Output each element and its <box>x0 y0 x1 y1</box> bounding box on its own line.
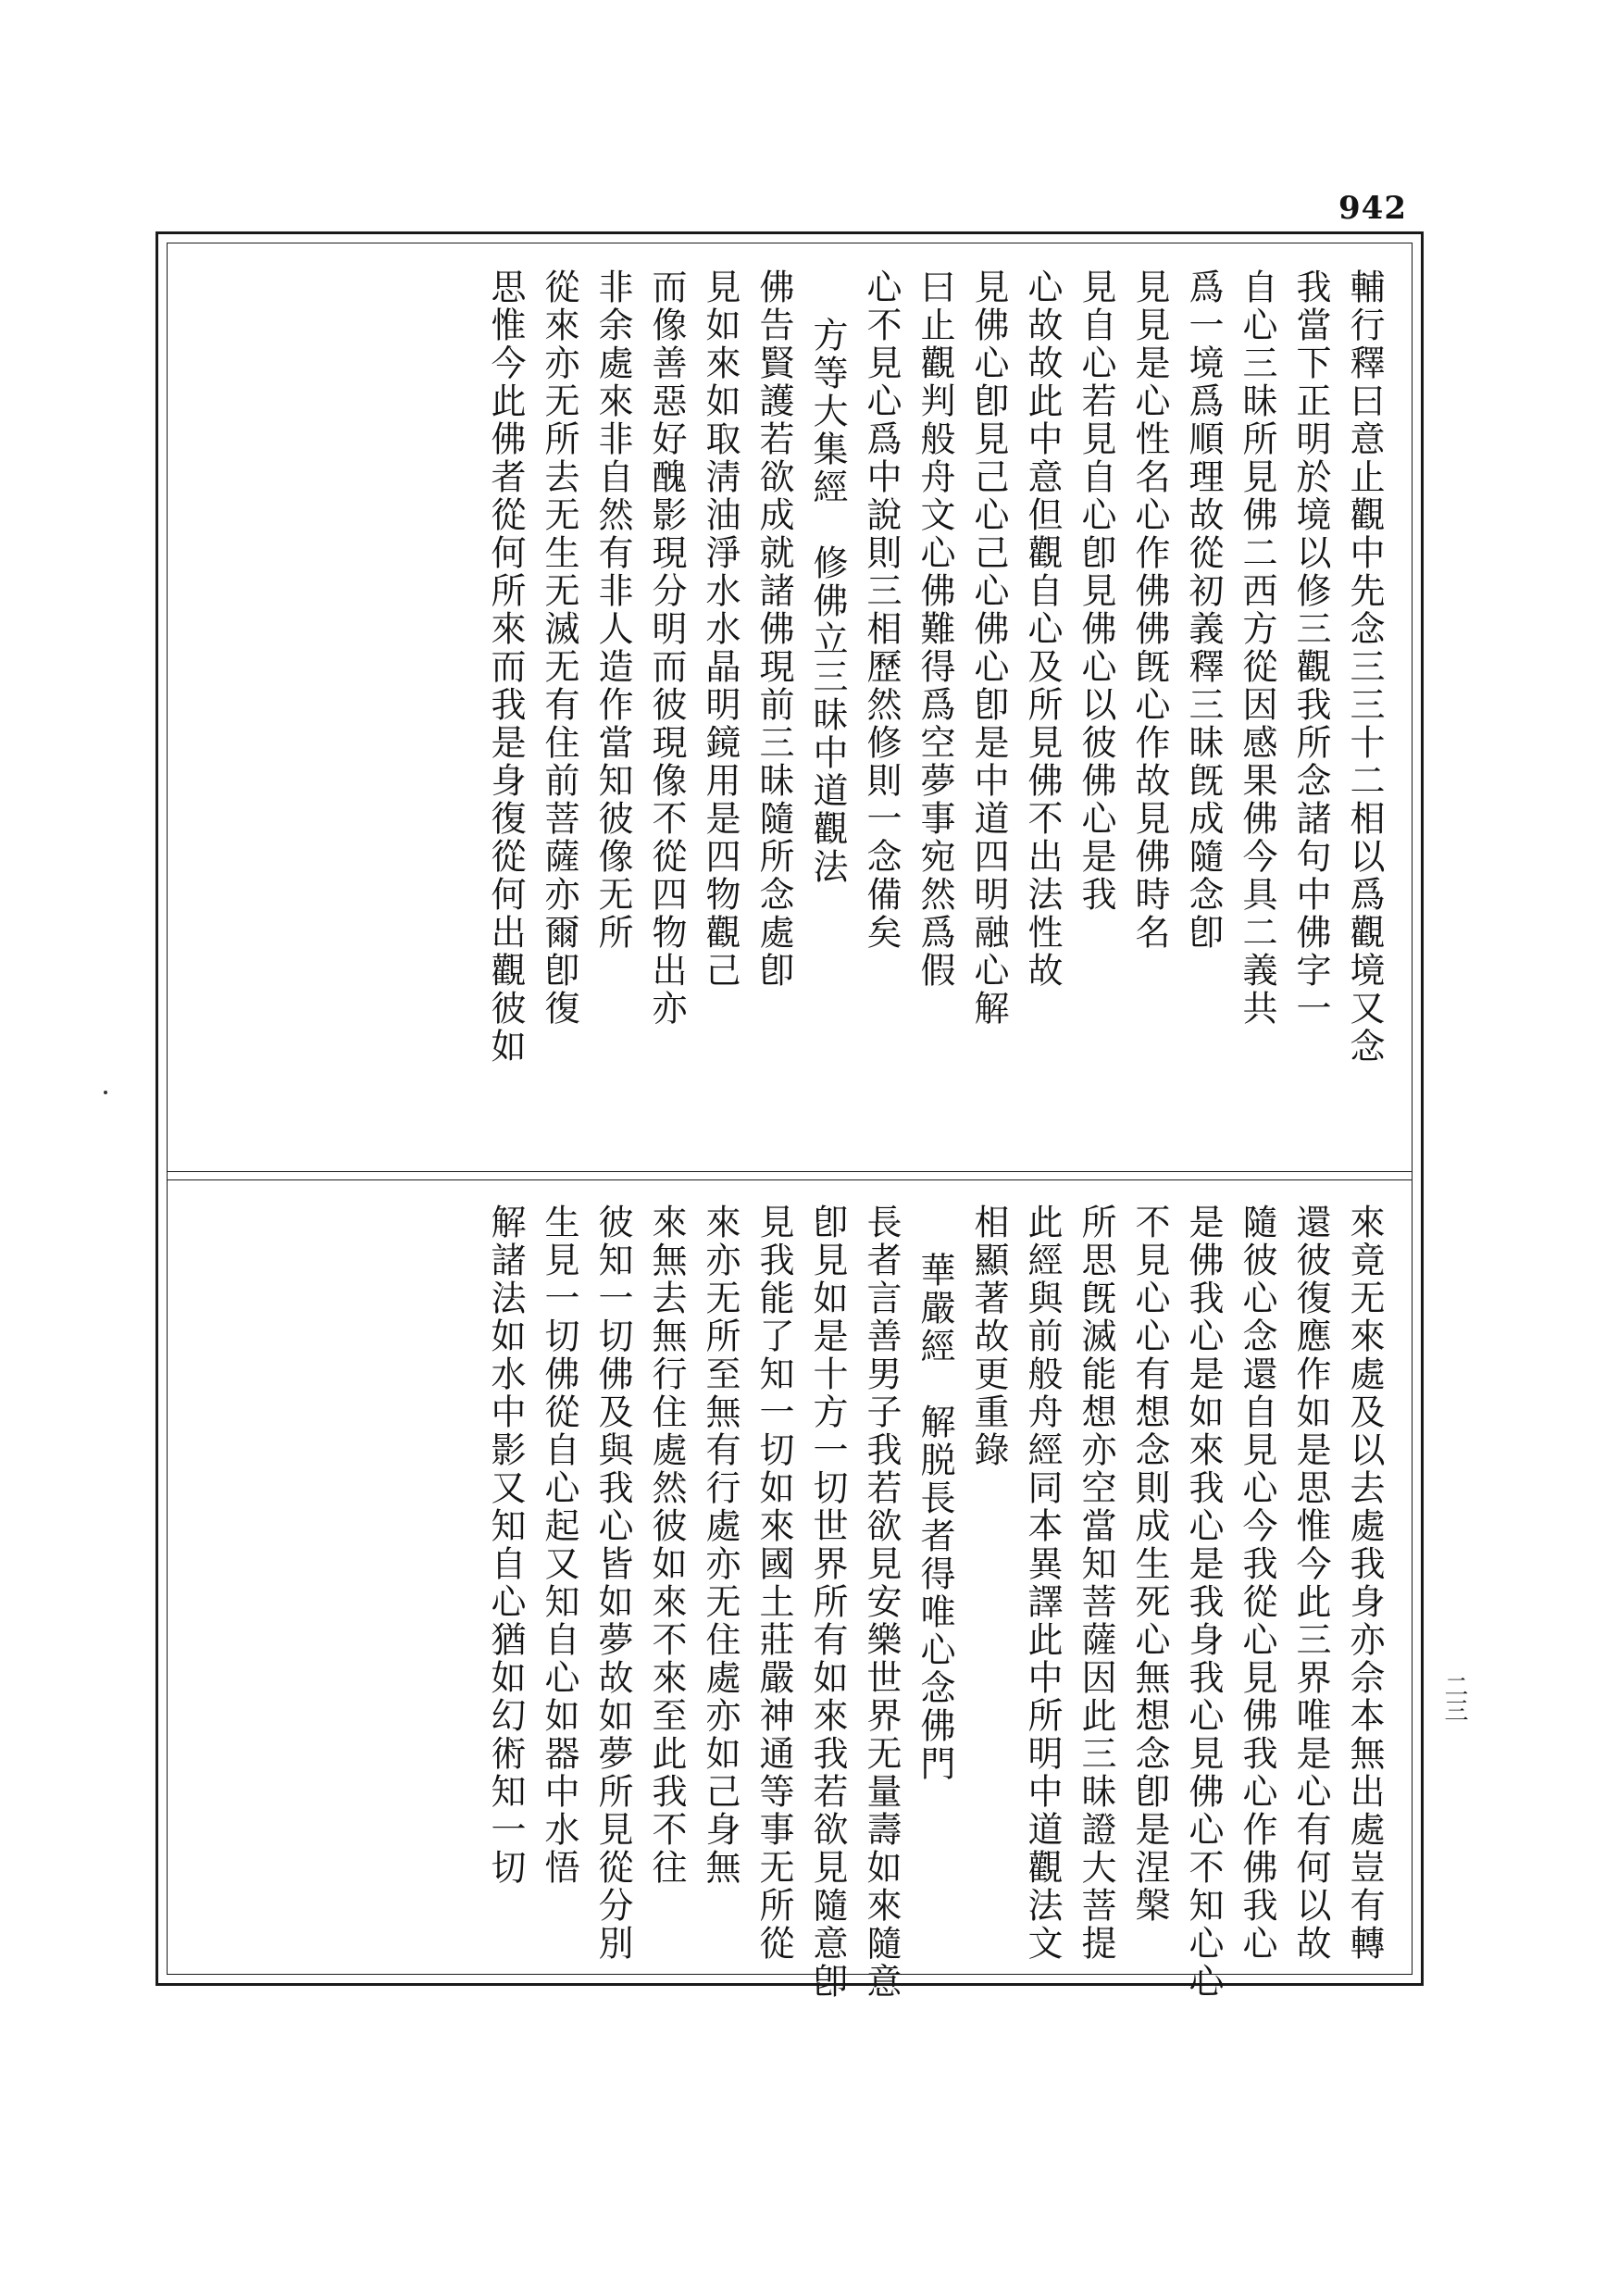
section-heading-column: 方等大集經 修佛立三昧中道觀法 <box>807 317 848 886</box>
margin-page-number-text: 二三 <box>1440 1674 1468 1722</box>
text-column: 長者言善男子我若欲見安樂世界无量壽如來隨意 <box>861 1204 902 2001</box>
section-heading-column: 華嚴經 解脱長者得唯心念佛門 <box>915 1252 955 1783</box>
text-column: 解諸法如水中影又知自心猶如幻術知一切 <box>485 1204 526 1887</box>
text-column: 此經與前般舟經同本異譯此中所明中道觀法文 <box>1022 1204 1063 1963</box>
text-column: 彼知一切佛及與我心皆如夢故如夢所見從分別 <box>592 1204 633 1963</box>
text-column: 隨彼心念還自見心今我從心見佛我心作佛我心 <box>1237 1204 1277 1963</box>
page-number: 942 <box>1338 190 1407 227</box>
text-column: 輔行釋曰意止觀中先念三三十二相以爲觀境又念 <box>1344 268 1385 1066</box>
text-column: 而像善惡好醜影現分明而彼現像不從四物出亦 <box>646 268 687 1028</box>
speck-mark <box>104 1091 107 1094</box>
text-column: 卽見如是十方一切世界所有如來我若欲見隨意卽 <box>807 1204 848 2001</box>
text-column: 見如來如取淸油淨水水晶明鏡用是四物觀己 <box>700 268 741 990</box>
text-column: 所思旣滅能想亦空當知菩薩因此三昧證大菩提 <box>1076 1204 1116 1963</box>
text-column: 佛告賢護若欲成就諸佛現前三昧隨所念處卽 <box>753 268 794 990</box>
text-column: 見見是心性名心作佛佛旣心作故見佛時名 <box>1129 268 1170 952</box>
section-divider <box>167 1171 1413 1172</box>
margin-page-number <box>1440 1674 1468 1728</box>
text-column: 曰止觀判般舟文心佛難得爲空夢事宛然爲假 <box>915 268 955 990</box>
text-column: 我當下正明於境以修三觀我所念諸句中佛字一 <box>1290 268 1331 1028</box>
text-column: 不見心心有想念則成生死心無想念卽是涅槃 <box>1129 1204 1170 1925</box>
text-column: 來亦无所至無有行處亦无住處亦如己身無 <box>700 1204 741 1887</box>
lower-text-block <box>211 1204 1387 2001</box>
text-column: 非余處來非自然有非人造作當知彼像无所 <box>592 268 633 952</box>
text-column: 來無去無行住處然彼如來不來至此我不往 <box>646 1204 687 1887</box>
text-column: 從來亦无所去无生无滅无有住前菩薩亦爾卽復 <box>539 268 579 1028</box>
text-column: 來竟无來處及以去處我身亦佘本無出處豈有轉 <box>1344 1204 1385 1963</box>
text-column: 心不見心爲中說則三相歷然修則一念備矣 <box>861 268 902 952</box>
section-divider-inner <box>167 1179 1413 1180</box>
text-column: 心故故此中意但觀自心及所見佛不出法性故 <box>1022 268 1063 990</box>
text-column: 見自心若見自心卽見佛心以彼佛心是我 <box>1076 268 1116 914</box>
text-column: 爲一境爲順理故從初義釋三昧旣成隨念卽 <box>1183 268 1224 952</box>
text-column: 見佛心卽見己心己心佛心卽是中道四明融心解 <box>968 268 1009 1028</box>
text-column: 自心三昧所見佛二西方從因感果佛今具二義共 <box>1237 268 1277 1028</box>
text-column: 相顯著故更重錄 <box>968 1204 1009 1469</box>
upper-text-block <box>211 268 1387 1066</box>
text-column: 還彼復應作如是思惟今此三界唯是心有何以故 <box>1290 1204 1331 1963</box>
text-column: 思惟今此佛者從何所來而我是身復從何出觀彼如 <box>485 268 526 1066</box>
text-column: 是佛我心是如來我心是我身我心見佛心不知心心 <box>1183 1204 1224 2001</box>
text-column: 生見一切佛從自心起又知自心如器中水悟 <box>539 1204 579 1887</box>
text-column: 見我能了知一切如來國土莊嚴神通等事无所從 <box>753 1204 794 1963</box>
